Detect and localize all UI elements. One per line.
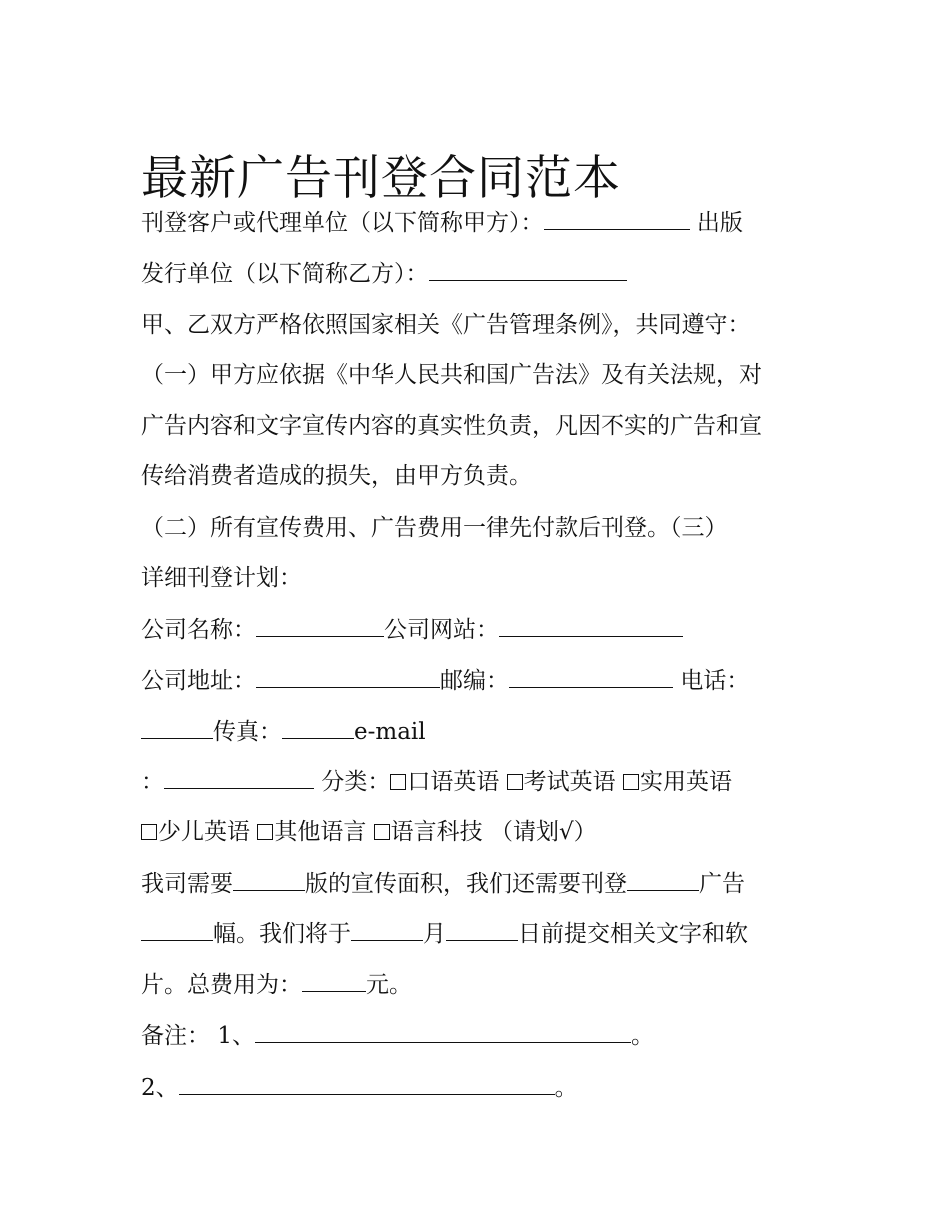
party-a-label: 刊登客户或代理单位（以下简称甲方）： (141, 210, 544, 236)
fax-label: 传真： (213, 719, 282, 745)
party-b-label-start: 出版 (696, 210, 743, 236)
paragraph-line: 传给消费者造成的损失，由甲方负责。 (141, 463, 532, 489)
need-label: 我司需要 (141, 871, 233, 897)
remark-number: 1、 (217, 1023, 255, 1049)
total-label: 片。总费用为： (141, 972, 302, 998)
checkbox-icon[interactable] (623, 774, 639, 790)
month-label: 月 (423, 921, 446, 947)
party-a-line (141, 207, 743, 238)
category-line-2 (141, 817, 597, 847)
need-middle: 版的宣传面积，我们还需要刊登 (305, 871, 627, 897)
remark-blank (179, 1072, 555, 1095)
checkbox-icon[interactable] (257, 824, 273, 840)
party-b-blank (429, 258, 627, 281)
paragraph-line: （二）所有宣传费用、广告费用一律先付款后刊登。（三） (141, 515, 728, 541)
phone-label: 电话： (680, 668, 750, 694)
email-colon: ： (141, 769, 164, 795)
company-name-label: 公司名称： (141, 617, 256, 643)
schedule-end: 日前提交相关文字和软 (518, 921, 748, 947)
company-name-blank (256, 614, 384, 637)
company-address-blank (256, 665, 440, 688)
remark-line-2 (141, 1072, 578, 1103)
category-option: 语言科技 (390, 819, 483, 845)
total-unit: 元。 (366, 972, 412, 998)
remark-blank (255, 1020, 631, 1043)
total-line (141, 969, 412, 1000)
checkbox-icon[interactable] (507, 774, 523, 790)
month-blank (351, 918, 423, 941)
count-blank (141, 918, 213, 941)
company-address-line (141, 665, 749, 696)
fax-blank (282, 716, 354, 739)
remark-period: 。 (630, 1023, 654, 1049)
paragraph-line: 详细刊登计划： (141, 565, 302, 591)
company-name-line (141, 614, 683, 645)
category-label: 分类： (321, 769, 391, 795)
postcode-blank (509, 665, 673, 688)
party-b-label: 发行单位（以下简称乙方）： (141, 261, 429, 287)
company-site-label: 公司网站： (384, 617, 499, 643)
category-option: 口语英语 (407, 769, 500, 795)
phone-blank (141, 716, 213, 739)
edition-blank (233, 868, 305, 891)
fax-line (141, 716, 426, 747)
paragraph-line: （一）甲方应依据《中华人民共和国广告法》及有关法规，对 (141, 362, 762, 388)
email-blank (164, 766, 314, 789)
postcode-label: 邮编： (440, 668, 509, 694)
day-blank (446, 918, 518, 941)
remark-number: 2、 (141, 1075, 179, 1101)
remark-period: 。 (554, 1075, 578, 1101)
schedule-line (141, 918, 748, 949)
tick-hint: （请划√） (489, 819, 597, 845)
remark-label: 备注： (141, 1023, 210, 1049)
company-address-label: 公司地址： (141, 668, 256, 694)
category-option: 其他语言 (274, 819, 367, 845)
email-label: e-mail (354, 719, 426, 745)
checkbox-icon[interactable] (141, 824, 157, 840)
party-a-blank (544, 207, 690, 230)
category-option: 少儿英语 (158, 819, 250, 845)
party-b-line (141, 258, 627, 289)
checkbox-icon[interactable] (374, 824, 390, 840)
ad-type-blank (627, 868, 699, 891)
need-line (141, 868, 745, 899)
schedule-label: 幅。我们将于 (213, 921, 351, 947)
total-blank (302, 969, 366, 992)
page-title: 最新广告刊登合同范本 (141, 151, 621, 207)
category-option: 实用英语 (639, 769, 732, 795)
paragraph-line: 广告内容和文字宣传内容的真实性负责，凡因不实的广告和宣 (141, 413, 762, 439)
checkbox-icon[interactable] (390, 774, 406, 790)
need-end: 广告 (699, 871, 745, 897)
category-option: 考试英语 (523, 769, 616, 795)
company-site-blank (499, 614, 683, 637)
category-line (141, 766, 732, 797)
remark-line-1 (141, 1020, 654, 1051)
paragraph-line: 甲、乙双方严格依照国家相关《广告管理条例》，共同遵守： (141, 312, 751, 338)
